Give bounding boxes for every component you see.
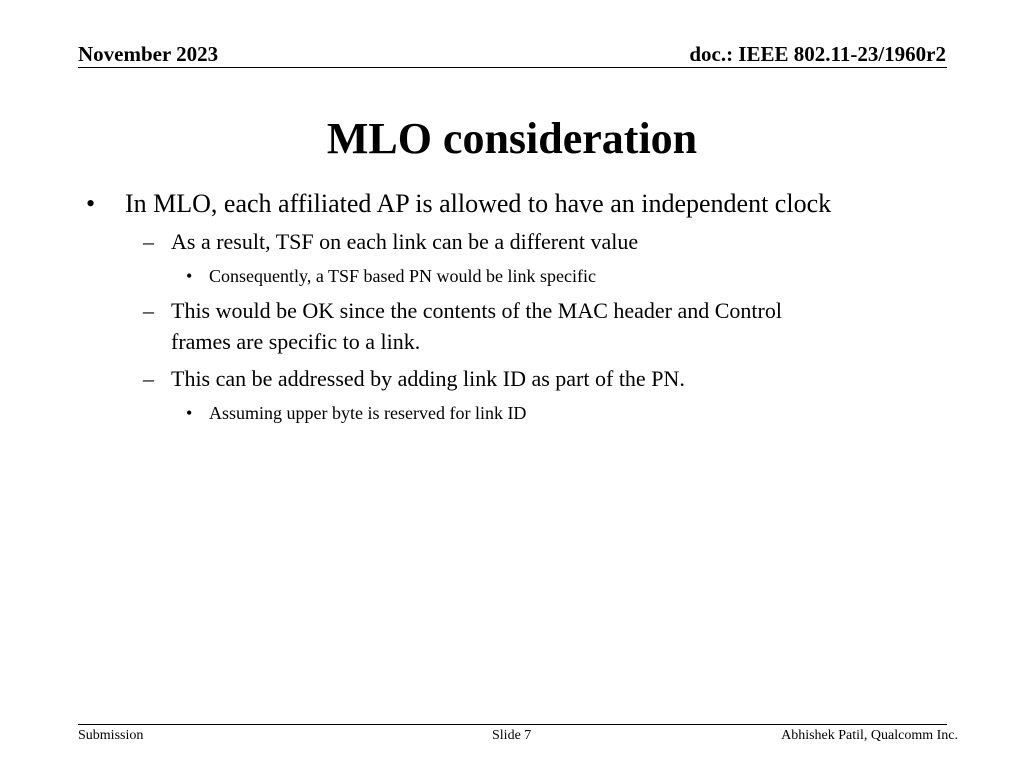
sub-bullet-text-continued: frames are specific to a link.: [171, 329, 421, 354]
footer-divider: [78, 724, 947, 725]
sub-bullet-text: As a result, TSF on each link can be a different value: [171, 229, 639, 254]
sub-bullet-text: This can be addressed by adding link ID as part of the PN.: [171, 366, 685, 391]
sub-sub-bullet-text: Assuming upper byte is reserved for link ID: [209, 403, 527, 423]
sub-sub-bullet-text: Consequently, a TSF based PN would be link specific: [209, 266, 596, 286]
dash-marker: –: [143, 298, 154, 323]
header-date: November 2023: [78, 42, 219, 66]
footer-submission: Submission: [78, 728, 144, 743]
header-doc-id: doc.: IEEE 802.11-23/1960r2: [689, 42, 946, 66]
footer-slide-number: Slide 7: [492, 728, 532, 743]
dash-marker: –: [143, 229, 154, 254]
bullet-text: In MLO, each affiliated AP is allowed to have an independent clock: [125, 189, 832, 218]
footer-author: Abhishek Patil, Qualcomm Inc.: [781, 728, 958, 743]
sub-bullet-text: This would be OK since the contents of the MAC header and Control: [171, 298, 782, 323]
bullet-marker: •: [86, 189, 96, 218]
slide-title: MLO consideration: [326, 114, 698, 163]
dash-marker: –: [143, 366, 154, 391]
header-divider: [78, 67, 947, 68]
bullet-marker: •: [186, 266, 193, 286]
bullet-marker: •: [186, 403, 193, 423]
